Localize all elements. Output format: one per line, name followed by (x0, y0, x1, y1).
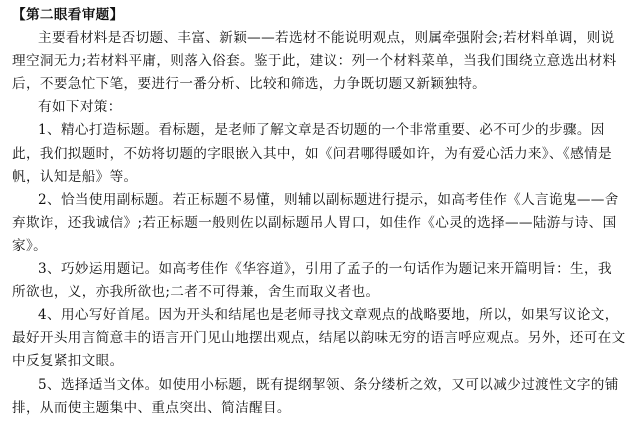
paragraph-line: 最好开头用言简意丰的语言开门见山地摆出观点，结尾以韵味无穷的语言呼应观点。另外，还可在文 (12, 330, 626, 347)
paragraph-line: 此，我们拟题时，不妨将切题的字眼嵌入其中，如《问君哪得暖如许，为有爱心活力来》、《感情是 (12, 145, 612, 162)
paragraph-line: 所欲也，义，亦我所欲也;二者不可得兼，舍生而取义者也。 (12, 284, 380, 301)
paragraph-line: 4、用心写好首尾。因为开头和结尾也是老师寻找文章观点的战略要地，所以，如果写议论文， (38, 307, 619, 324)
paragraph-line: 家》。 (12, 237, 48, 254)
section-heading: 【第二眼看审题】 (12, 7, 124, 23)
paragraph-line: 有如下对策： (38, 99, 122, 116)
paragraph-line: 理空洞无力;若材料平庸，则落入俗套。鉴于此，建议：列一个材料菜单，当我们围绕立意选出材料 (12, 53, 617, 70)
paragraph-line: 1、精心打造标题。看标题，是老师了解文章是否切题的一个非常重要、必不可少的步骤。因 (38, 122, 605, 139)
paragraph-line: 2、恰当使用副标题。若正标题不易懂，则辅以副标题进行提示，如高考佳作《人言诡鬼——舍 (38, 191, 619, 208)
paragraph-line: 3、巧妙运用题记。如高考佳作《华容道》，引用了孟子的一句话作为题记来开篇明旨：生，我 (38, 261, 612, 278)
paragraph-line: 后，不要急忙下笔，要进行一番分析、比较和筛选，力争既切题又新颖独特。 (12, 76, 487, 93)
paragraph-line: 中反复紧扣文眼。 (12, 353, 124, 370)
paragraph-line: 弃欺诈，还我诚信》;若正标题一般则佐以副标题吊人胃口，如佳作《心灵的选择——陆游与诗、国 (12, 214, 617, 231)
paragraph-line: 帆，认知是船》等。 (12, 168, 138, 185)
paragraph-line: 排，从而使主题集中、重点突出、简洁醒目。 (12, 399, 291, 416)
paragraph-line: 5、选择适当文体。如使用小标题，既有提纲挈领、条分缕析之效，又可以减少过渡性文字的铺 (38, 376, 619, 393)
paragraph-line: 主要看材料是否切题、丰富、新颖——若选材不能说明观点，则属牵强附会;若材料单调，则说 (38, 30, 615, 47)
